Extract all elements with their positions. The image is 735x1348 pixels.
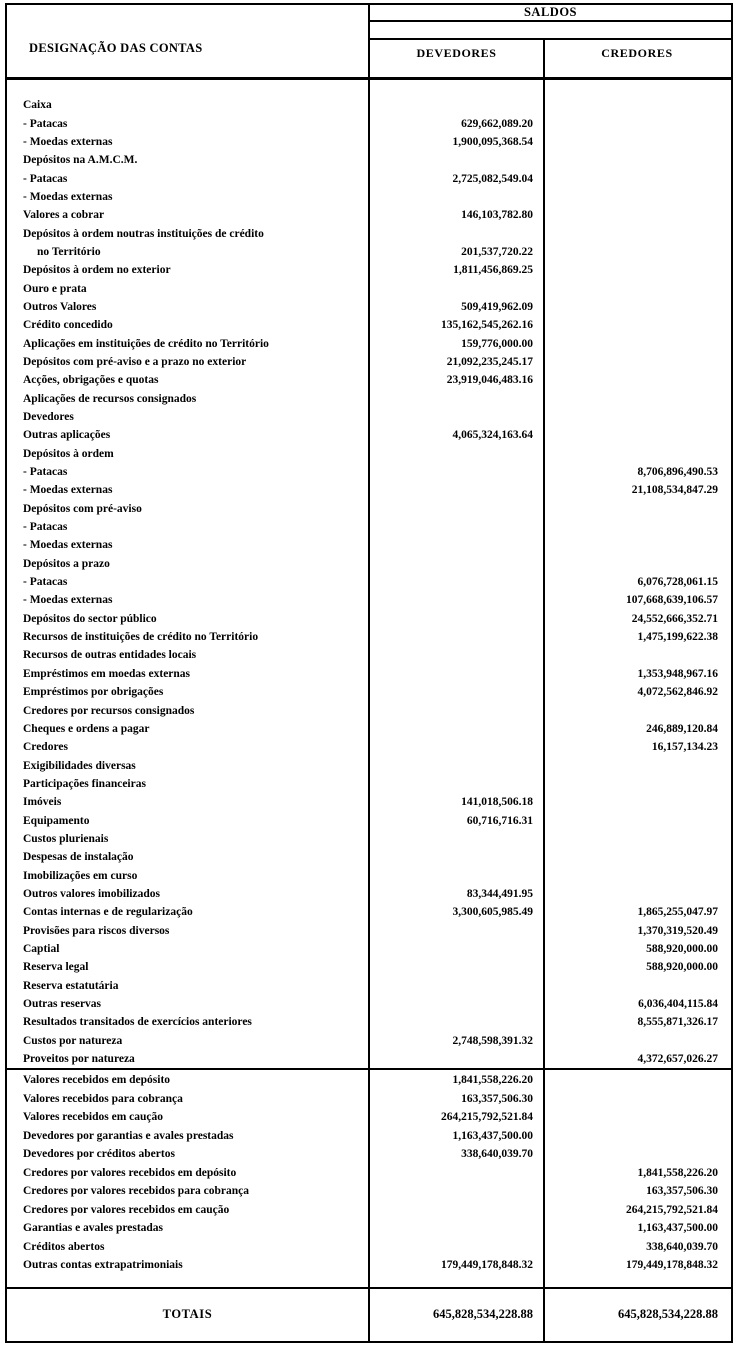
account-label: Reserva legal (23, 961, 89, 974)
credores-value: 338,640,039.70 (646, 1240, 718, 1253)
credores-value: 21,108,534,847.29 (631, 484, 718, 497)
devedores-value: 1,900,095,368.54 (452, 135, 533, 148)
devedores-value: 179,449,178,848.32 (441, 1259, 533, 1272)
account-label: - Patacas (23, 172, 68, 185)
account-label: - Patacas (23, 117, 68, 130)
devedores-value: 163,357,506.30 (461, 1092, 533, 1105)
account-label: Devedores (23, 411, 74, 424)
account-label: Equipamento (23, 814, 90, 827)
devedores-value: 21,092,235,245.17 (446, 355, 533, 368)
account-label: Reserva estatutária (23, 979, 119, 992)
account-label: Depósitos à ordem (23, 447, 114, 460)
credores-value: 588,920,000.00 (646, 961, 718, 974)
devedores-value: 509,419,962.09 (461, 300, 533, 313)
account-label: Depósitos com pré-aviso (23, 502, 142, 515)
account-label: Depósitos à ordem no exterior (23, 264, 171, 277)
credores-value: 8,555,871,326.17 (637, 1016, 718, 1029)
account-label: Ouro e prata (23, 282, 87, 295)
account-label: Depósitos com pré-aviso e a prazo no exterior (23, 355, 247, 368)
credores-value: 16,157,134.23 (651, 741, 718, 754)
account-label: Participações financeiras (23, 777, 146, 790)
credores-value: 1,163,437,500.00 (637, 1222, 718, 1235)
account-label: - Patacas (23, 521, 68, 534)
credores-value: 264,215,792,521.84 (626, 1203, 718, 1216)
account-label: - Moedas externas (23, 539, 113, 552)
credores-value: 588,920,000.00 (646, 942, 718, 955)
account-label: Contas internas e de regularização (23, 906, 193, 919)
account-label: Provisões para riscos diversos (23, 924, 170, 937)
account-label: Garantias e avales prestadas (23, 1222, 164, 1235)
account-label: Créditos abertos (23, 1240, 105, 1253)
account-label: Depósitos na A.M.C.M. (23, 154, 138, 167)
devedores-value: 23,919,046,483.16 (446, 374, 533, 387)
devedores-value: 2,725,082,549.04 (452, 172, 533, 185)
devedores-value: 2,748,598,391.32 (452, 1034, 533, 1047)
totals-devedores-value: 645,828,534,228.88 (433, 1307, 533, 1322)
account-label: Devedores por garantias e avales prestadas (23, 1129, 234, 1142)
account-label: Empréstimos por obrigações (23, 686, 164, 699)
account-label: Credores (23, 741, 68, 754)
account-label: - Moedas externas (23, 484, 113, 497)
credores-value: 107,668,639,106.57 (626, 594, 718, 607)
column-header-saldos: SALDOS (370, 5, 731, 22)
account-label: Aplicações de recursos consignados (23, 392, 197, 405)
column-header-credores: CREDORES (601, 46, 673, 60)
credores-value: 4,372,657,026.27 (637, 1053, 718, 1066)
account-label: Caixa (23, 99, 52, 112)
account-label: Outros Valores (23, 300, 97, 313)
totals-label: TOTAIS (162, 1307, 213, 1322)
devedores-value: 83,344,491.95 (466, 887, 533, 900)
account-label: Valores recebidos para cobrança (23, 1092, 183, 1105)
devedores-value: 201,537,720.22 (461, 245, 533, 258)
devedores-value: 135,162,545,262.16 (441, 319, 533, 332)
devedores-value: 146,103,782.80 (461, 209, 533, 222)
account-label: - Moedas externas (23, 190, 113, 203)
account-label: - Patacas (23, 466, 68, 479)
account-label: Credores por valores recebidos para cobrança (23, 1185, 250, 1198)
account-label: Cheques e ordens a pagar (23, 722, 150, 735)
credores-value: 1,865,255,047.97 (637, 906, 718, 919)
saldos-header-band (370, 22, 731, 40)
devedores-value: 141,018,506.18 (461, 796, 533, 809)
column-header-devedores: DEVEDORES (416, 46, 497, 60)
subcolumn-headers (370, 40, 731, 61)
column-header-designacao: DESIGNAÇÃO DAS CONTAS (29, 41, 203, 55)
devedores-value: 264,215,792,521.84 (441, 1111, 533, 1124)
account-label: Outras aplicações (23, 429, 111, 442)
account-label: Depósitos a prazo (23, 557, 110, 570)
credores-value: 4,072,562,846.92 (637, 686, 718, 699)
account-label: Captial (23, 942, 60, 955)
credores-value: 24,552,666,352.71 (631, 612, 718, 625)
account-label: Crédito concedido (23, 319, 113, 332)
devedores-value: 1,841,558,226.20 (452, 1074, 533, 1087)
balance-sheet-table (5, 3, 733, 1343)
credores-value: 1,475,199,622.38 (637, 631, 718, 644)
account-label: Credores por valores recebidos em depósito (23, 1166, 237, 1179)
devedores-value: 4,065,324,163.64 (452, 429, 533, 442)
credores-value: 246,889,120.84 (646, 722, 718, 735)
account-label: Aplicações em instituições de crédito no Território (23, 337, 269, 350)
account-label: Credores por valores recebidos em caução (23, 1203, 230, 1216)
devedores-value: 3,300,605,985.49 (452, 906, 533, 919)
account-label: Outras reservas (23, 998, 102, 1011)
devedores-value: 1,811,456,869.25 (453, 264, 533, 277)
account-label: Despesas de instalação (23, 851, 134, 864)
devedores-value: 60,716,716.31 (466, 814, 533, 827)
account-label: Resultados transitados de exercícios anteriores (23, 1016, 252, 1029)
account-label: Recursos de instituições de crédito no Território (23, 631, 259, 644)
credores-value: 1,353,948,967.16 (637, 667, 718, 680)
account-label: Credores por recursos consignados (23, 704, 195, 717)
devedores-value: 629,662,089.20 (461, 117, 533, 130)
credores-value: 163,357,506.30 (646, 1185, 718, 1198)
credores-value: 8,706,896,490.53 (637, 466, 718, 479)
account-label: Imobilizações em curso (23, 869, 138, 882)
names-column-divider (368, 5, 370, 1341)
account-label: - Moedas externas (23, 594, 113, 607)
account-label: - Patacas (23, 576, 68, 589)
account-label: Imóveis (23, 796, 62, 809)
devedores-value: 338,640,039.70 (461, 1148, 533, 1161)
devedores-value: 159,776,000.00 (461, 337, 533, 350)
account-label: Valores recebidos em caução (23, 1111, 164, 1124)
account-label: Outras contas extrapatrimoniais (23, 1259, 183, 1272)
account-label: Depósitos à ordem noutras instituições de crédito (23, 227, 264, 240)
account-label: Custos por natureza (23, 1034, 123, 1047)
account-label: Custos plurienais (23, 832, 109, 845)
account-label: Empréstimos em moedas externas (23, 667, 191, 680)
account-label: Outros valores imobilizados (23, 887, 160, 900)
account-label: Depósitos do sector público (23, 612, 157, 625)
account-label: - Moedas externas (23, 135, 113, 148)
credores-value: 6,076,728,061.15 (637, 576, 718, 589)
account-label: Recursos de outras entidades locais (23, 649, 197, 662)
account-label: Valores a cobrar (23, 209, 105, 222)
credores-value: 1,841,558,226.20 (637, 1166, 718, 1179)
devedores-value: 1,163,437,500.00 (452, 1129, 533, 1142)
credores-value: 6,036,404,115.84 (638, 998, 718, 1011)
credores-value: 1,370,319,520.49 (637, 924, 718, 937)
devedores-credores-divider (543, 40, 545, 1341)
account-label: no Território (37, 245, 101, 258)
account-label: Valores recebidos em depósito (23, 1074, 171, 1087)
credores-value: 179,449,178,848.32 (626, 1259, 718, 1272)
account-label: Devedores por créditos abertos (23, 1148, 175, 1161)
totals-credores-value: 645,828,534,228.88 (618, 1307, 718, 1322)
account-label: Acções, obrigações e quotas (23, 374, 159, 387)
account-label: Proveitos por natureza (23, 1053, 135, 1066)
account-label: Exigibilidades diversas (23, 759, 136, 772)
